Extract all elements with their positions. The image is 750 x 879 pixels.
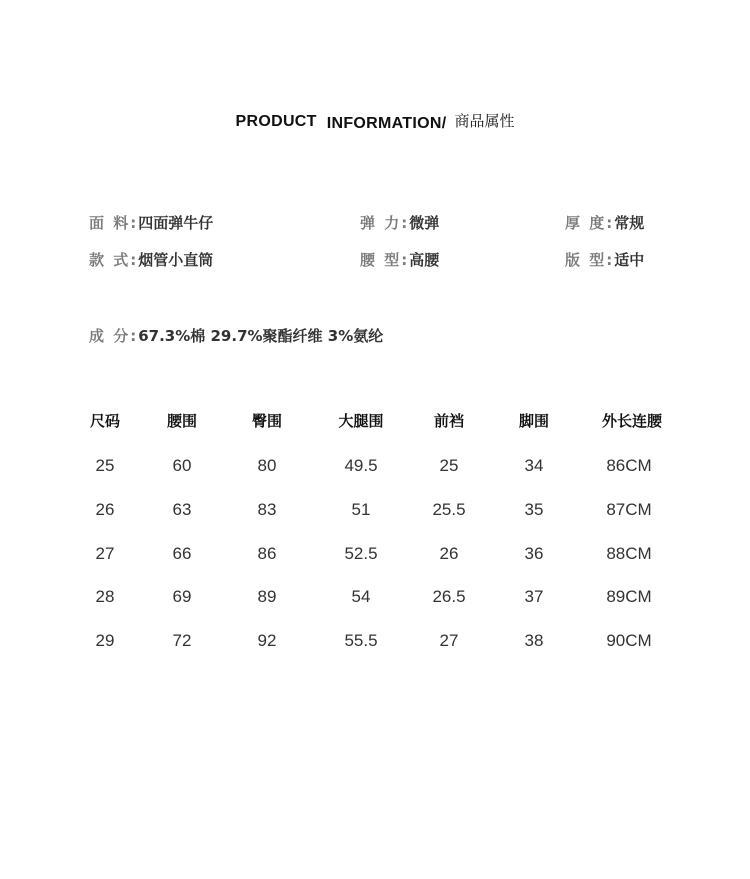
cell-size: 25 (95, 456, 115, 475)
cell-hem: 37 (524, 587, 544, 606)
cell-thigh: 49.5 (344, 456, 378, 475)
cell-front-rise: 27 (439, 631, 459, 650)
cell-front-rise: 25 (439, 456, 459, 475)
composition (89, 325, 383, 346)
cell-thigh: 52.5 (344, 544, 378, 563)
attr-label: 版 型: (565, 251, 615, 269)
cell-front-rise: 26.5 (432, 587, 466, 606)
cell-hip: 92 (257, 631, 277, 650)
table-row (0, 456, 750, 480)
cell-hip: 86 (257, 544, 277, 563)
header-hem: 脚围 (518, 412, 550, 430)
attr-waist-type (360, 249, 439, 270)
table-row (0, 631, 750, 655)
cell-length: 88CM (606, 544, 652, 563)
cell-thigh: 55.5 (344, 631, 378, 650)
title-cn: 商品属性 (454, 112, 515, 130)
attr-label: 面 料: (89, 214, 139, 232)
header-front-rise: 前裆 (433, 412, 465, 430)
attr-value: 微弹 (409, 214, 440, 232)
cell-size: 27 (95, 544, 115, 563)
header-hip: 臀围 (251, 412, 283, 430)
cell-waist: 72 (172, 631, 192, 650)
attr-label: 厚 度: (565, 214, 615, 232)
cell-length: 90CM (606, 631, 652, 650)
attr-label: 弹 力: (360, 214, 410, 232)
cell-hip: 83 (257, 500, 277, 519)
header-size: 尺码 (89, 412, 121, 430)
table-row (0, 500, 750, 524)
composition-label: 成 分: (89, 327, 139, 345)
attr-value: 常规 (614, 214, 645, 232)
cell-waist: 63 (172, 500, 192, 519)
composition-value: 67.3%棉 29.7%聚酯纤维 3%氨纶 (138, 327, 384, 345)
cell-size: 28 (95, 587, 115, 606)
cell-hem: 34 (524, 456, 544, 475)
table-row (0, 587, 750, 611)
attr-thickness (565, 212, 644, 233)
cell-hip: 89 (257, 587, 277, 606)
cell-front-rise: 25.5 (432, 500, 466, 519)
attr-label: 款 式: (89, 251, 139, 269)
cell-length: 89CM (606, 587, 652, 606)
attr-stretch (360, 212, 439, 233)
header-length: 外长连腰 (601, 412, 663, 430)
table-row (0, 544, 750, 568)
cell-size: 29 (95, 631, 115, 650)
attr-value: 四面弹牛仔 (138, 214, 214, 232)
attr-value: 高腰 (409, 251, 440, 269)
cell-hem: 35 (524, 500, 544, 519)
cell-front-rise: 26 (439, 544, 459, 563)
header-thigh: 大腿围 (338, 412, 384, 430)
cell-hem: 36 (524, 544, 544, 563)
cell-hem: 38 (524, 631, 544, 650)
attr-style (89, 249, 213, 270)
attr-label: 腰 型: (360, 251, 410, 269)
cell-thigh: 51 (351, 500, 371, 519)
attr-fabric (89, 212, 213, 233)
cell-waist: 66 (172, 544, 192, 563)
attr-value: 烟管小直筒 (138, 251, 214, 269)
title-information: INFORMATION/ (326, 115, 447, 132)
header-waist: 腰围 (166, 412, 198, 430)
attr-fit (565, 249, 644, 270)
page-title (0, 110, 750, 131)
attr-value: 适中 (614, 251, 645, 269)
cell-hip: 80 (257, 456, 277, 475)
cell-waist: 69 (172, 587, 192, 606)
cell-waist: 60 (172, 456, 192, 475)
title-product: PRODUCT (235, 113, 317, 130)
cell-length: 86CM (606, 456, 652, 475)
size-table-header (0, 410, 750, 434)
cell-size: 26 (95, 500, 115, 519)
cell-thigh: 54 (351, 587, 371, 606)
cell-length: 87CM (606, 500, 652, 519)
